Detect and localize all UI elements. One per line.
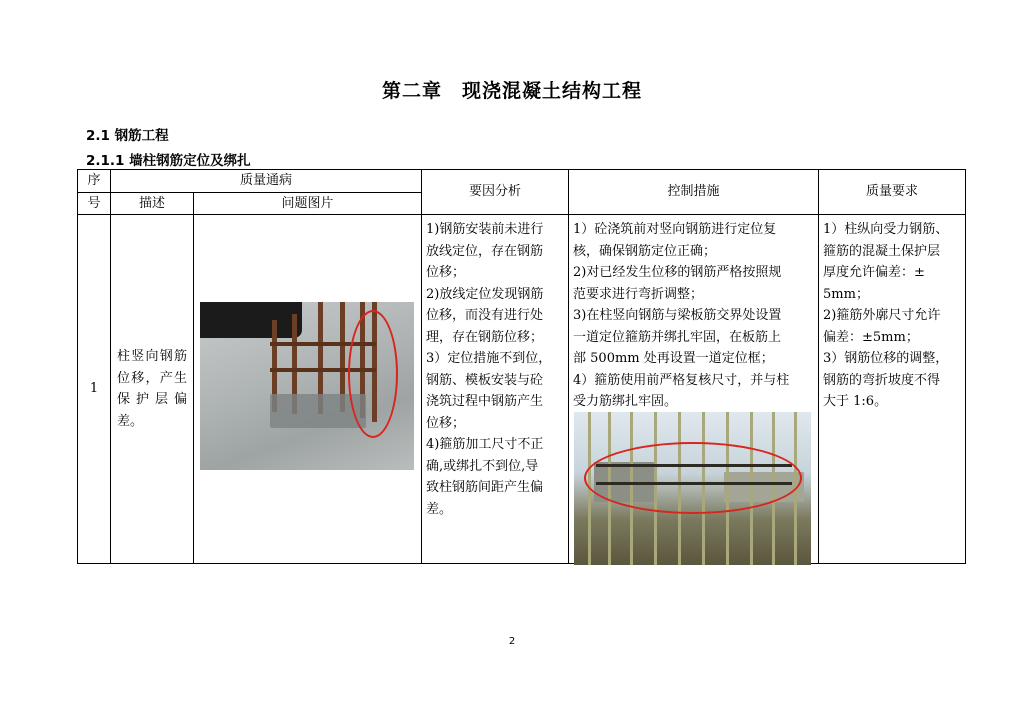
chapter-title: 第二章 现浇混凝土结构工程 (381, 80, 642, 102)
cause-line: 钢筋、模板安装与砼 (426, 372, 544, 388)
header-seq-top: 序 (78, 170, 111, 193)
cause-line: 4)箍筋加工尺寸不正 (426, 437, 544, 452)
requirement-line: 钢筋的弯折坡度不得 (823, 372, 941, 388)
cause-line: 3）定位措施不到位， (426, 351, 552, 366)
photo-cell (194, 215, 422, 564)
subsection-heading: 2.1.1 墙柱钢筋定位及绑扎 (86, 153, 251, 169)
measure-line: 范要求进行弯折调整； (573, 286, 704, 302)
requirement-line: 3）钢筋位移的调整， (823, 351, 949, 366)
cause-line: 差。 (426, 501, 453, 517)
cause-line: 位移； (426, 415, 466, 431)
measure-line: 核，确保钢筋定位正确； (573, 243, 717, 259)
cause-cell (422, 215, 569, 564)
requirement-line: 箍筋的混凝土保护层 (823, 243, 941, 259)
cause-line: 确,或绑扎不到位,导 (426, 458, 539, 474)
highlight-ring (584, 442, 802, 514)
cause-line: 位移； (426, 265, 466, 280)
requirement-line: 2)箍筋外廓尺寸允许 (823, 308, 941, 323)
column-rebar-photo (200, 302, 414, 470)
row-seq: 1 (78, 215, 111, 564)
measure-line: 一道定位箍筋并绑扎牢固，在板筋上 (573, 329, 782, 345)
header-measures: 控制措施 (569, 170, 819, 215)
header-cause: 要因分析 (422, 170, 569, 215)
table-row (78, 215, 966, 564)
header-describe: 描述 (111, 192, 194, 215)
header-photo: 问题图片 (194, 192, 422, 215)
measure-line: 3)在柱竖向钢筋与梁板筋交界处设置 (573, 308, 782, 323)
cause-line: 理，存在钢筋位移； (426, 329, 544, 345)
highlight-ring (348, 310, 398, 438)
requirement-line: 偏差：±5mm； (823, 329, 919, 345)
cause-line: 位移，而没有进行处 (426, 308, 544, 323)
measure-line: 4）箍筋使用前严格复核尺寸，并与柱 (573, 372, 790, 388)
cause-line: 放线定位，存在钢筋 (426, 243, 544, 259)
requirement-line: 厚度允许偏差：± (823, 265, 925, 280)
black-cloth (200, 302, 302, 338)
measure-line: 部 500mm 处再设置一道定位框； (573, 351, 774, 366)
page-number: 2 (508, 636, 516, 647)
requirement-line: 大于 1:6。 (823, 394, 888, 409)
cause-line: 2)放线定位发现钢筋 (426, 286, 544, 302)
requirement-line: 5mm； (823, 286, 869, 302)
header-defect: 质量通病 (111, 170, 422, 193)
measure-line: 2)对已经发生位移的钢筋严格按照规 (573, 265, 782, 280)
measures-cell (569, 215, 819, 564)
measure-line: 1）砼浇筑前对竖向钢筋进行定位复 (573, 222, 777, 237)
measure-line: 受力筋绑扎牢固。 (573, 394, 678, 409)
cause-line: 浇筑过程中钢筋产生 (426, 394, 544, 409)
stirrup-positioning-photo (574, 412, 811, 565)
cause-line: 1)钢筋安装前未进行 (426, 222, 544, 237)
requirement-line: 1）柱纵向受力钢筋、 (823, 222, 949, 237)
row-description: 柱竖向钢筋位移，产生保护层偏差。 (111, 215, 194, 564)
cause-line: 致柱钢筋间距产生偏 (426, 480, 544, 495)
requirements-cell (819, 215, 966, 564)
section-heading: 2.1 钢筋工程 (86, 128, 169, 144)
header-requirements: 质量要求 (819, 170, 966, 215)
quality-defect-table (77, 169, 966, 564)
header-seq-bottom: 号 (78, 192, 111, 215)
